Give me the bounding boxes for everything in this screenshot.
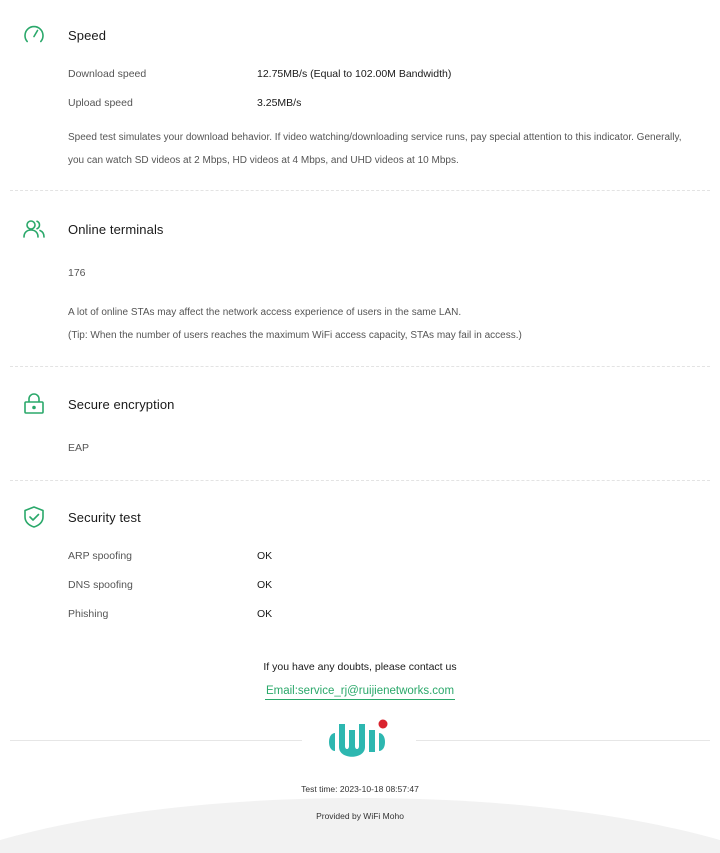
upload-speed-value: 3.25MB/s <box>257 97 302 109</box>
wifi-moho-logo <box>325 716 395 764</box>
terminals-note-line1: A lot of online STAs may affect the network access experience of users in the same LAN. <box>68 307 462 318</box>
terminals-title: Online terminals <box>68 222 164 237</box>
users-icon <box>22 217 46 241</box>
phishing-value: OK <box>257 608 273 620</box>
test-time: Test time: 2023-10-18 08:57:47 <box>301 784 419 794</box>
speed-description-line1: Speed test simulates your download behavior. If video watching/downloading service runs, pay special attention to this indicator. Generally, <box>68 132 682 143</box>
section-divider <box>10 366 710 367</box>
arp-spoofing-label: ARP spoofing <box>68 550 133 562</box>
phishing-label: Phishing <box>68 608 109 620</box>
security-title: Security test <box>68 510 141 525</box>
terminals-note-line2: (Tip: When the number of users reaches the maximum WiFi access capacity, STAs may fail in access.) <box>68 330 522 341</box>
bottom-wave-decoration <box>0 798 720 853</box>
speed-description-line2: you can watch SD videos at 2 Mbps, HD videos at 4 Mbps, and UHD videos at 10 Mbps. <box>68 155 459 166</box>
upload-speed-label: Upload speed <box>68 97 133 109</box>
download-speed-value: 12.75MB/s (Equal to 102.00M Bandwidth) <box>257 68 452 80</box>
lock-icon <box>22 392 46 416</box>
terminals-count: 176 <box>68 267 86 279</box>
logo-divider-right <box>416 740 710 741</box>
section-divider <box>10 480 710 481</box>
section-divider <box>10 190 710 191</box>
dns-spoofing-label: DNS spoofing <box>68 579 133 591</box>
download-speed-label: Download speed <box>68 68 147 80</box>
dns-spoofing-value: OK <box>257 579 273 591</box>
encryption-value: EAP <box>68 442 90 454</box>
speed-description <box>68 126 698 172</box>
speed-title: Speed <box>68 28 107 43</box>
contact-text: If you have any doubts, please contact us <box>263 661 457 673</box>
speedometer-icon <box>22 23 46 47</box>
email-link[interactable]: Email:service_rj@ruijienetworks.com <box>265 685 455 700</box>
encryption-title: Secure encryption <box>68 397 175 412</box>
shield-check-icon <box>22 505 46 529</box>
arp-spoofing-value: OK <box>257 550 273 562</box>
terminals-note <box>68 301 698 347</box>
provided-by: Provided by WiFi Moho <box>316 811 404 821</box>
logo-divider-left <box>10 740 302 741</box>
